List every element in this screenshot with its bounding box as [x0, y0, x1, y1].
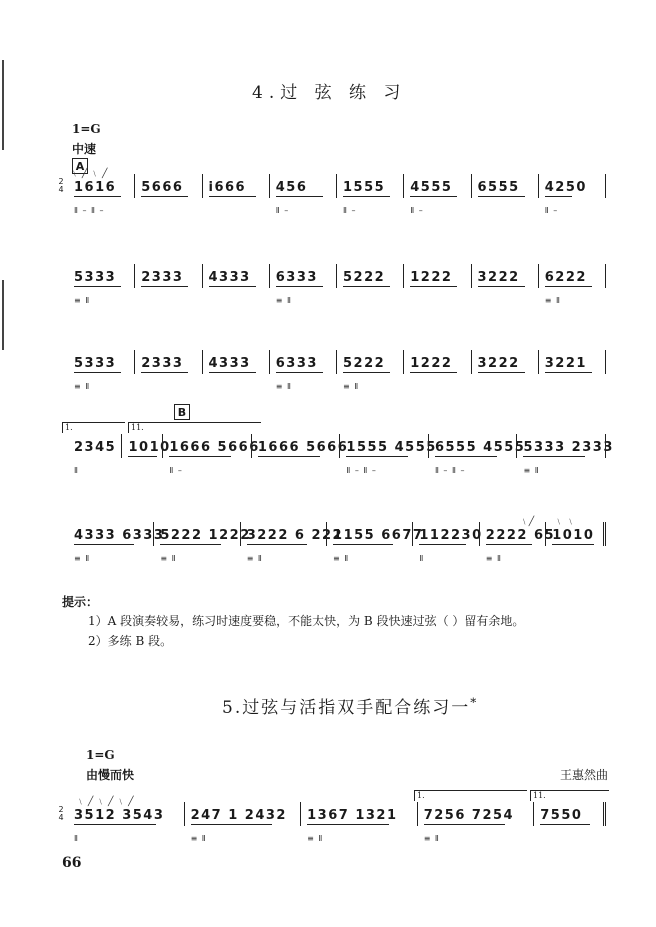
measure: 247 1 2432 ≡ Ⅱ — [185, 800, 302, 846]
binding-edge-mark — [2, 60, 4, 150]
measure: 1010 — [122, 432, 163, 478]
section-5-tempo: 由慢而快 — [86, 768, 135, 782]
section-4-title: 4.过 弦 练 习 — [252, 83, 407, 103]
measure: 4250 Ⅱ – — [539, 172, 606, 218]
bowing-ornament: ﹨ ╱ ﹨ ╱ — [70, 169, 108, 179]
staff-row-1 — [58, 169, 606, 218]
measure: i666 — [203, 172, 270, 218]
measure: 6555 4555 Ⅱ – Ⅱ – — [429, 432, 518, 478]
staff-row-6 — [58, 797, 606, 846]
measure: 3222 6 222 ≡ Ⅱ — [241, 520, 327, 566]
tip-1: 1）A 段演奏较易，练习时速度要稳，不能太快，为 B 段快速过弦（ ）留有余地。 — [88, 614, 525, 628]
measure: 5222 ≡ Ⅱ — [337, 348, 404, 394]
measure: 3512 3543 Ⅱ — [68, 800, 185, 846]
measure: ﹨╱ 2222 65 ≡ Ⅱ — [480, 520, 546, 566]
measure: 7256 7254 ≡ Ⅱ — [418, 800, 535, 846]
binding-edge-mark — [2, 280, 4, 350]
page-number: 66 — [62, 855, 82, 871]
measure: 1155 6677 ≡ Ⅱ — [327, 520, 413, 566]
time-signature: 2 4 — [58, 177, 64, 194]
measure: 6333 ≡ Ⅱ — [270, 348, 337, 394]
rehearsal-mark-b: B — [174, 404, 190, 420]
composer-credit: 王惠然曲 — [559, 768, 608, 782]
section-5-title: 5.过弦与活指双手配合练习一* — [222, 695, 479, 718]
measure: 1555 4555 Ⅱ – Ⅱ – — [340, 432, 429, 478]
measure: 1666 5666 — [252, 432, 341, 478]
measure: 2333 — [135, 348, 202, 394]
measure: 1222 — [404, 262, 471, 308]
measure: 4555 Ⅱ – — [404, 172, 471, 218]
measure: 3222 — [472, 262, 539, 308]
tips-heading: 提示： — [62, 595, 99, 609]
measure: 5333 2333 ≡ Ⅱ — [517, 432, 606, 478]
staff-row-3 — [58, 348, 606, 394]
staff-row-4 — [58, 432, 614, 478]
volta-1: 1. — [62, 422, 125, 433]
rehearsal-mark-a: A — [72, 158, 88, 174]
volta-2: 11. — [530, 790, 609, 801]
measure: 1555 Ⅱ – — [337, 172, 404, 218]
section-4-key: 1=G — [72, 122, 101, 136]
measure: 3221 — [539, 348, 606, 394]
section-4-tempo: 中速 — [72, 142, 97, 156]
measure: 4333 6333 ≡ Ⅱ — [68, 520, 154, 566]
tip-2: 2）多练 B 段。 — [88, 634, 173, 648]
volta-2: 11. — [128, 422, 261, 433]
measure: 5222 1222 ≡ Ⅱ — [154, 520, 240, 566]
measure: 5333 ≡ Ⅱ — [68, 348, 135, 394]
measure: 5666 — [135, 172, 202, 218]
staff-row-5 — [58, 517, 606, 566]
measure: 1222 — [404, 348, 471, 394]
bowing-ornament: ﹨ ╱ ﹨ ╱ ﹨ ╱ — [76, 797, 134, 807]
measure: 2333 — [135, 262, 202, 308]
measure: 1616 Ⅱ – Ⅱ – — [68, 172, 135, 218]
time-signature: 2 4 — [58, 805, 64, 822]
measure: 6555 — [472, 172, 539, 218]
section-5-key: 1=G — [86, 748, 115, 762]
measure: 1666 5666 Ⅱ – — [163, 432, 252, 478]
measure: 456 Ⅱ – — [270, 172, 337, 218]
measure: 6333 ≡ Ⅱ — [270, 262, 337, 308]
measure: 2345 Ⅱ — [68, 432, 122, 478]
measure: 3222 — [472, 348, 539, 394]
measure-final: ﹨ ﹨ 1010 — [546, 520, 606, 566]
measure: 4333 — [203, 348, 270, 394]
measure: 5333 ≡ Ⅱ — [68, 262, 135, 308]
measure: 1367 1321 ≡ Ⅱ — [301, 800, 418, 846]
measure: 5222 — [337, 262, 404, 308]
volta-1: 1. — [414, 790, 527, 801]
measure: 4333 — [203, 262, 270, 308]
measure-final: 7550 — [534, 800, 606, 846]
staff-row-2 — [58, 262, 606, 308]
measure: 112230 Ⅱ — [413, 520, 479, 566]
measure: 6222 ≡ Ⅱ — [539, 262, 606, 308]
